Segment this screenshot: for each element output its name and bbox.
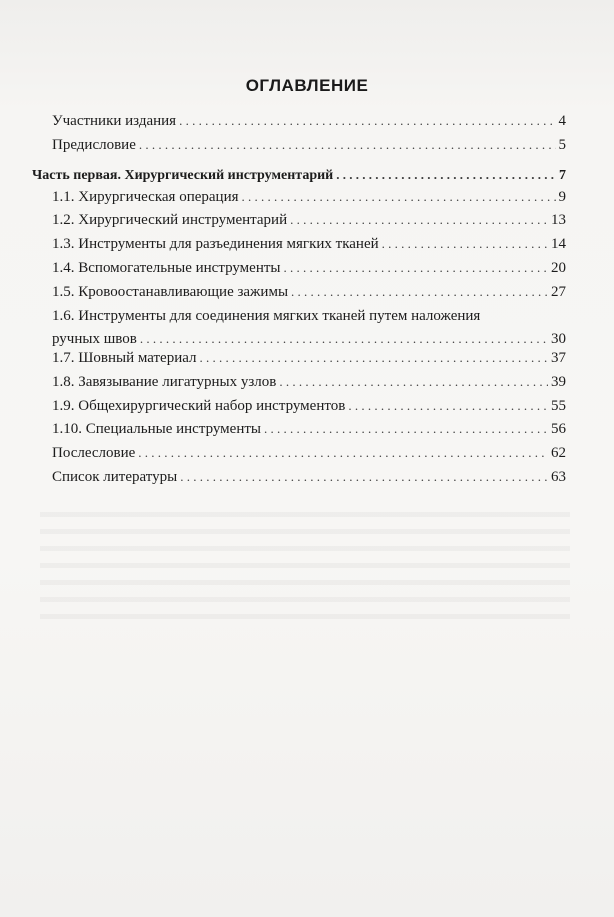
toc-entry-1-2[interactable] (52, 211, 566, 229)
toc-page-number: 30 (551, 331, 566, 347)
toc-page-number: 63 (551, 469, 566, 485)
toc-dot-leader (179, 112, 555, 130)
toc-entry-label: 1.5. Кровоостанавливающие зажимы (52, 284, 289, 300)
toc-dot-leader (291, 283, 548, 301)
toc-dot-leader (290, 211, 548, 229)
toc-entry-1-6[interactable] (52, 307, 566, 347)
toc-entry-label: Участники издания (52, 113, 177, 129)
toc-entry-label: 1.8. Завязывание лигатурных узлов (52, 374, 277, 390)
show-through-texture (40, 500, 570, 630)
toc-title: ОГЛАВЛЕНИЕ (245, 76, 369, 95)
toc-entry-part-one[interactable] (32, 166, 566, 185)
toc-dot-leader (140, 330, 548, 348)
toc-entry-label: 1.4. Вспомогательные инструменты (52, 260, 281, 276)
toc-entry-preface[interactable] (52, 136, 566, 154)
toc-page-number: 7 (559, 168, 566, 183)
toc-entry-label: 1.2. Хирургический инструментарий (52, 212, 288, 228)
toc-entry-label-line1: 1.6. Инструменты для соединения мягких тканей путем наложения (52, 308, 481, 324)
toc-dot-leader (382, 235, 548, 253)
toc-dot-leader (348, 397, 548, 415)
toc-entry-label: 1.7. Шовный материал (52, 350, 197, 366)
toc-dot-leader (279, 373, 548, 391)
toc-entry-label: 1.10. Специальные инструменты (52, 421, 261, 437)
toc-entry-label: 1.3. Инструменты для разъединения мягких тканей (52, 236, 379, 252)
toc-entry-afterword[interactable] (52, 444, 566, 462)
toc-entry-references[interactable] (52, 468, 566, 486)
toc-dot-leader (264, 420, 548, 438)
toc-entry-label: 1.9. Общехирургический набор инструментов (52, 398, 346, 414)
toc-entry-1-1[interactable] (52, 188, 566, 206)
toc-page-number: 4 (558, 113, 566, 129)
toc-dot-leader (284, 259, 549, 277)
toc-page-number: 37 (551, 350, 566, 366)
toc-entry-1-5[interactable] (52, 283, 566, 301)
toc-entry-label: Послесловие (52, 445, 136, 461)
toc-page-number: 9 (558, 189, 566, 205)
toc-page-number: 39 (551, 374, 566, 390)
toc-page-number: 13 (551, 212, 566, 228)
toc-entry-label: Список литературы (52, 469, 178, 485)
toc-entry-1-3[interactable] (52, 235, 566, 253)
toc-dot-leader (336, 166, 556, 184)
toc-entry-1-8[interactable] (52, 373, 566, 391)
toc-page-number: 5 (558, 137, 566, 153)
toc-page-number: 55 (551, 398, 566, 414)
toc-page-number: 27 (551, 284, 566, 300)
toc-entry-1-10[interactable] (52, 420, 566, 438)
toc-page-number: 20 (551, 260, 566, 276)
toc-entry-1-7[interactable] (52, 349, 566, 367)
toc-dot-leader (138, 444, 548, 462)
toc-page-number: 62 (551, 445, 566, 461)
toc-page-number: 14 (551, 236, 566, 252)
toc-dot-leader (200, 349, 548, 367)
toc-entry-1-9[interactable] (52, 397, 566, 415)
toc-entry-participants[interactable] (52, 112, 566, 130)
toc-entry-label: 1.1. Хирургическая операция (52, 189, 239, 205)
toc-dot-leader (180, 468, 548, 486)
toc-entry-label: Предисловие (52, 137, 136, 153)
toc-dot-leader (242, 188, 556, 206)
toc-page-number: 56 (551, 421, 566, 437)
toc-entry-label: Часть первая. Хирургический инструментарий (32, 168, 334, 183)
toc-dot-leader (139, 136, 556, 154)
toc-entry-label-line2: ручных швов (52, 331, 137, 347)
toc-entry-1-4[interactable] (52, 259, 566, 277)
